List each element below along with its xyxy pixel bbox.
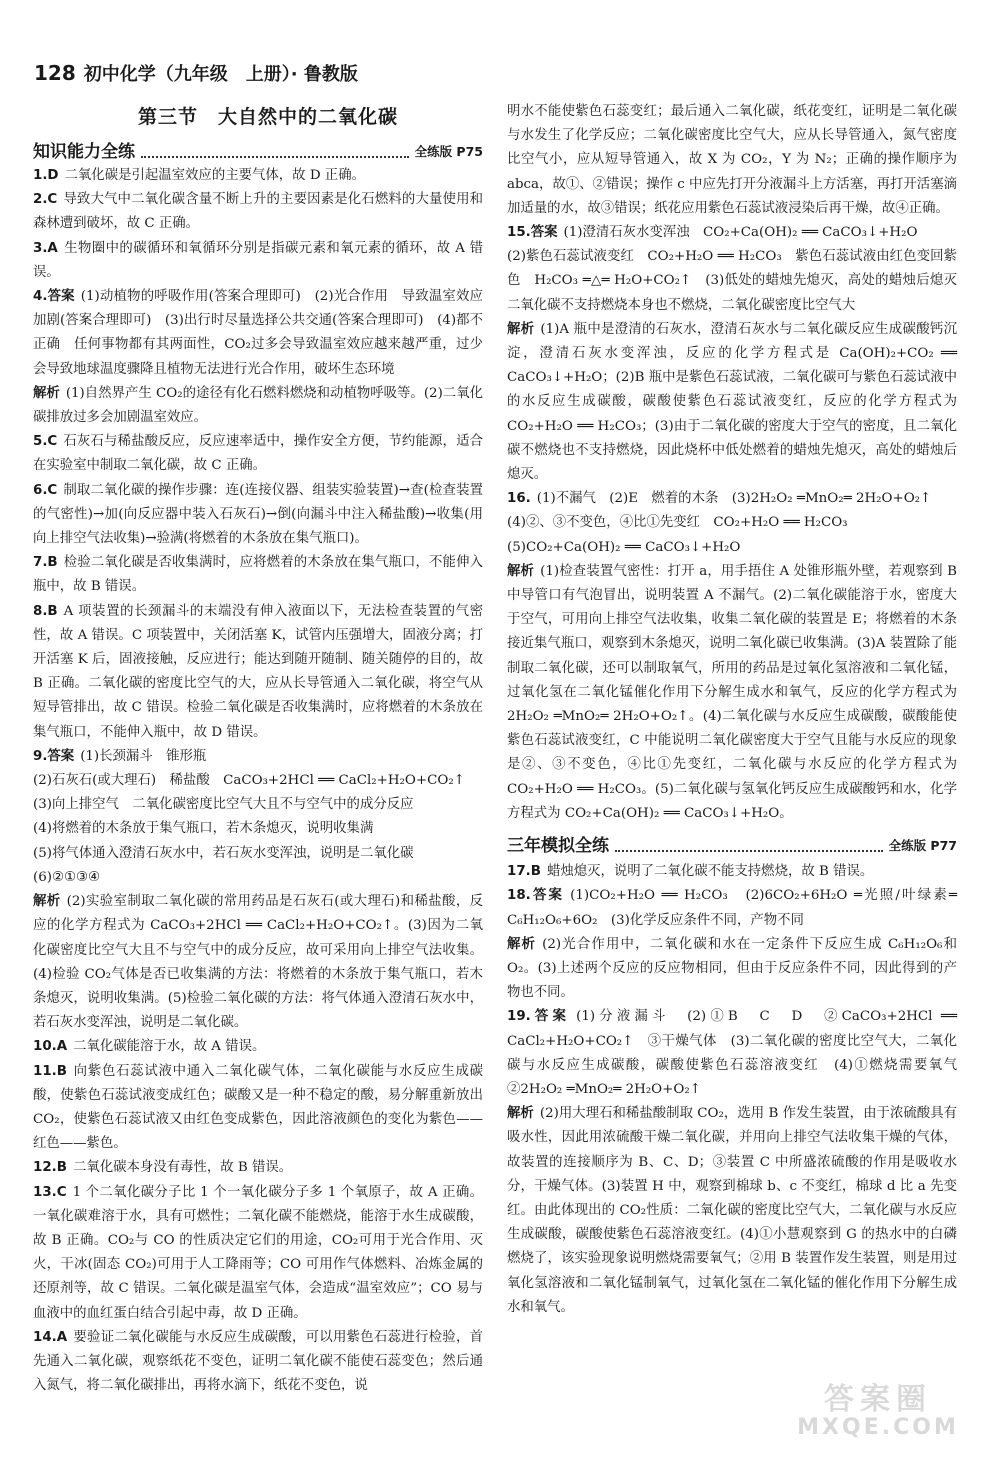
item-text: (5)CO₂+Ca(OH)₂ ══ CaCO₃↓+H₂O — [507, 539, 741, 555]
left-column — [33, 136, 483, 1398]
answer-item — [33, 237, 483, 285]
answer-item — [33, 1181, 483, 1326]
item-text: 二氧化碳本身没有毒性，故 B 错误。 — [72, 1160, 293, 1176]
band-dots — [141, 156, 409, 158]
answer-item — [507, 487, 957, 511]
item-number: 4.答案 — [33, 289, 75, 305]
band-ref: 全练版 P75 — [414, 143, 483, 159]
item-text: (1)自然界产生 CO₂的途径有化石燃料燃烧和动植物呼吸等。(2)二氧化碳排放过多会加剧温室效应。 — [33, 385, 483, 426]
item-number: 15.答案 — [507, 225, 558, 241]
item-text: (1)不漏气 (2)E 燃着的木条 (3)2H₂O₂ ═MnO₂═ 2H₂O+O₂↑ — [536, 491, 932, 507]
item-text: (1)澄清石灰水变浑浊 CO₂+Ca(OH)₂ ══ CaCO₃↓+H₂O — [563, 225, 918, 241]
answer-item — [507, 860, 957, 884]
item-number: 14.A — [33, 1329, 68, 1345]
answer-item — [33, 1035, 483, 1059]
item-text: 二氧化碳是引起温室效应的主要气体，故 D 正确。 — [64, 168, 365, 183]
item-text: (2)实验室制取二氧化碳的常用药品是石灰石(或大理石)和稀盐酸，反应的化学方程式为 CaCO₃+2HCl ══ CaCl₂+H₂O+CO₂↑。(3)因为二氧化碳密度比空气大且不与空气中的成分反应，故可采用向上排空气法收集。(4)检验 CO₂气体是否已收集满的方法：将燃着的木条放于集气瓶口，若木条熄灭，说明收集满。(5)检验二氧化碳的方法：将气体通入澄清石灰水中，若石灰水变浑浊，说明是二氧化碳。 — [33, 894, 484, 1031]
item-number: 8.B — [33, 603, 58, 619]
answer-item — [33, 745, 483, 769]
analysis-label: 解析 — [33, 894, 61, 910]
item-text: (2)光合作用中，二氧化碳和水在一定条件下反应生成 C₆H₁₂O₆和 O₂。(3)上述两个反应的反应物相同，但由于反应条件不同，因此得到的产物也不同。 — [507, 936, 957, 1001]
answer-item — [33, 1060, 483, 1157]
analysis-label: 解析 — [33, 385, 60, 401]
item-number: 11.B — [33, 1063, 67, 1079]
item-text: (2)紫色石蕊试液变红 CO₂+H₂O ══ H₂CO₃ 紫色石蕊试液由红色变回紫色 H₂CO₃ ═△═ H₂O+CO₂↑ (3)低处的蜡烛先熄灭，高处的蜡烛后熄灭 二氧化碳不支持燃烧本身也不燃烧，二氧化碳密度比空气大 — [507, 249, 971, 313]
answer-item — [507, 884, 957, 932]
item-text: (2)石灰石(或大理石) 稀盐酸 CaCO₃+2HCl ══ CaCl₂+H₂O+CO₂↑ — [33, 773, 465, 789]
answer-item — [33, 188, 483, 236]
item-text: 检验二氧化碳是否收集满时，应将燃着的木条放在集气瓶口，不能伸入瓶中，故 B 错误。 — [33, 555, 483, 595]
band-title: 知识能力全练 — [33, 141, 135, 162]
answer-item — [33, 890, 483, 1035]
answer-item — [507, 933, 957, 1006]
item-number: 16. — [507, 491, 531, 507]
right-column — [507, 100, 971, 1320]
answer-line — [33, 842, 483, 866]
watermark-logo — [778, 1384, 978, 1442]
item-number: 3.A — [33, 240, 58, 256]
answer-item — [33, 430, 483, 478]
answer-item — [33, 479, 483, 552]
item-number: 12.B — [33, 1160, 67, 1176]
answer-item — [33, 285, 483, 382]
answer-item — [33, 600, 483, 745]
item-number: 17.B — [507, 864, 541, 880]
book-title: 初中化学（九年级 上册）· 鲁教版 — [83, 64, 358, 85]
watermark-text: 答案圈 — [824, 1382, 932, 1417]
band-title: 三年模拟全练 — [507, 835, 609, 856]
page-number: 128 — [34, 61, 76, 85]
item-text: (4)将燃着的木条放于集气瓶口，若木条熄灭，说明收集满 — [33, 821, 374, 837]
item-number: 9.答案 — [33, 748, 75, 764]
item-text: (3)向上排空气 二氧化碳密度比空气大且不与空气中的成分反应 — [33, 797, 414, 813]
answer-line — [507, 245, 971, 318]
answer-line — [33, 817, 483, 841]
answer-item — [33, 551, 483, 599]
answer-item — [507, 560, 957, 826]
item-text: 要验证二氧化碳能与水反应生成碳酸，可以用紫色石蕊进行检验，首先通入二氧化碳，观察纸花不变色，证明二氧化碳不能使石蕊变色；然后通入氮气，将二氧化碳排出，再将水滴下，纸花不变色，说 — [33, 1329, 483, 1394]
answer-item — [33, 382, 483, 430]
item-text: 1 个二氧化碳分子比 1 个一氧化碳分子多 1 个氧原子，故 A 正确。一氧化碳难溶于水，具有可燃性；二氧化碳不能燃烧，能溶于水生成碳酸，故 B 正确。CO₂与 CO 的性质决定它们的用途，CO₂可用于光合作用、灭火，干冰(固态 CO₂)可用于人工降雨等；CO 可用作气体燃料、冶炼金属的还原剂等，故 C 错误。二氧化碳是温室气体，会造成“温室效应”；CO 易与血液中的血红蛋白结合引起中毒，故 D 正确。 — [33, 1184, 483, 1321]
band-simulation — [507, 830, 957, 858]
item-text: 向紫色石蕊试液中通入二氧化碳气体，二氧化碳能与水反应生成碳酸，使紫色石蕊试液变成红色；碳酸又是一种不稳定的酸，易分解重新放出 CO₂，使紫色石蕊试液又由红色变成紫色，因此溶液颜色的变化为紫色——红色——紫色。 — [33, 1063, 483, 1152]
item-text: 制取二氧化碳的操作步骤：连(连接仪器、组装实验装置)→查(检查装置的气密性)→加(向反应器中装入石灰石)→倒(向漏斗中注入稀盐酸)→收集(用向上排空气法收集)→验满(将燃着的木条放在集气瓶口)。 — [33, 482, 483, 547]
item-text: 导致大气中二氧化碳含量不断上升的主要因素是化石燃料的大量使用和森林遭到破坏，故 C 正确。 — [33, 192, 483, 232]
answer-item — [507, 318, 957, 487]
item-number: 19.答案 — [507, 1009, 571, 1025]
item-text: (5)将气体通入澄清石灰水中，若石灰水变浑浊，说明是二氧化碳 — [33, 845, 414, 861]
answer-line — [507, 511, 957, 535]
item-text: (2)用大理石和稀盐酸制取 CO₂，选用 B 作发生装置，由于浓硫酸具有吸水性，因此用浓硫酸干燥二氧化碳，并用向上排空气法收集干燥的气体，故装置的连接顺序为 B、C、D；③装置 C 中所盛浓硫酸的作用是吸收水分，干燥气体。(3)装置 H 中，观察到棉球 b、c 不变红，棉球 d 比 a 先变红。由此体现出的 CO₂性质：二氧化碳的密度比空气大，二氧化碳与水反应生成碳酸，碳酸使紫色石蕊溶液变红。(4)①小慧观察到 G 的热水中的白磷燃烧了，该实验现象说明燃烧需要氧气；②用 B 装置作发生装置，则是用过氧化氢溶液和二氧化锰制氧气，过氧化氢在二氧化锰的催化作用下分解生成水和氧气。 — [507, 1106, 958, 1315]
answer-line — [507, 536, 957, 560]
item-text: 生物圈中的碳循环和氧循环分别是指碳元素和氧元素的循环，故 A 错误。 — [33, 240, 483, 280]
answer-item — [33, 1156, 483, 1180]
analysis-label: 解析 — [507, 936, 537, 952]
item-text: (1)检查装置气密性：打开 a，用手捂住 A 处锥形瓶外壁，若观察到 B 中导管口有气泡冒出，说明装置 A 不漏气。(2)二氧化碳能溶于水，密度大于空气，可用向上排空气法收集，收集二氧化碳的装置是 E；将燃着的木条接近集气瓶口，观察到木条熄灭，说明二氧化碳已收集满。(3)A 装置除了能制取二氧化碳，还可以制取氧气，所用的药品是过氧化氢溶液和二氧化锰，过氧化氢在二氧化锰催化作用下分解生成水和氧气，反应的化学方程式为 2H₂O₂ ═MnO₂═ 2H₂O+O₂↑。(4)二氧化碳与水反应生成碳酸，碳酸能使紫色石蕊试液变红，C 中能说明二氧化碳密度大于空气且能与水反应的现象是②、③不变色，④比①先变红，二氧化碳与水反应的化学方程式为 CO₂+H₂O ══ H₂CO₃。(5)二氧化碳与氢氧化钙反应生成碳酸钙和水，化学方程式为 CO₂+Ca(OH)₂ ══ CaCO₃↓+H₂O。 — [507, 563, 957, 821]
page-header — [34, 58, 358, 88]
item-text: 二氧化碳能溶于水，故 A 错误。 — [73, 1039, 266, 1055]
item-number: 13.C — [33, 1184, 67, 1200]
answer-item — [507, 1005, 971, 1102]
item-number: 6.C — [33, 482, 58, 498]
watermark-url: MXQE.COM — [797, 1415, 959, 1440]
answer-item — [507, 1102, 957, 1320]
item-text: (1)动植物的呼吸作用(答案合理即可) (2)光合作用 导致温室效应加剧(答案合理即可) (3)出行时尽量选择公共交通(答案合理即可) (4)都不正确 任何事物都有其两面性，CO₂过多会导致温室效应越来越严重，过少会导致地球温度骤降且植物无法进行光合作用，破坏生态环境 — [33, 289, 483, 377]
item-text: 石灰石与稀盐酸反应，反应速率适中，操作安全方便，节约能源，适合在实验室中制取二氧化碳，故 C 正确。 — [33, 434, 483, 474]
item-number: 1.D — [33, 168, 59, 183]
item-text: (1)CO₂+H₂O ══ H₂CO₃ (2)6CO₂+6H₂O ═光照/叶绿素═ C₆H₁₂O₆+6O₂ (3)化学反应条件不同，产物不同 — [507, 888, 957, 928]
answer-item — [33, 1326, 483, 1399]
item-number: 2.C — [33, 192, 58, 208]
analysis-label: 解析 — [507, 563, 535, 579]
item-text: (1)分液漏斗 (2)①B C D ②CaCO₃+2HCl ══ CaCl₂+H₂O+CO₂↑ ③干燥气体 (3)二氧化碳的密度比空气大，二氧化碳与水反应生成碳酸，碳酸使紫色石蕊溶液变红 (4)①燃烧需要氧气 ②2H₂O₂ ═MnO₂═ 2H₂O+O₂↑ — [507, 1009, 971, 1097]
answer-line — [33, 793, 483, 817]
item-number: 5.C — [33, 434, 58, 450]
band-dots — [615, 850, 883, 852]
analysis-label: 解析 — [507, 321, 535, 337]
item-text: 明水不能使紫色石蕊变红；最后通入二氧化碳，纸花变红，证明是二氧化碳与水发生了化学反应；二氧化碳密度比空气大，应从长导管通入，氮气密度比空气小，应从短导管通入，故 X 为 CO₂，Y 为 N₂；正确的操作顺序为 abca，故①、②错误；操作 c 中应先打开分液漏斗上方活塞，再打开活塞滴加适量的水，故③错误；纸花应用紫色石蕊试液浸染后再干燥，故④正确。 — [507, 104, 957, 216]
item-text: (4)②、③不变色，④比①先变红 CO₂+H₂O ══ H₂CO₃ — [507, 515, 848, 531]
item-number: 7.B — [33, 555, 58, 571]
answer-item — [507, 221, 957, 245]
answer-line — [507, 100, 957, 221]
item-text: A 项装置的长颈漏斗的末端没有伸入液面以下，无法检查装置的气密性，故 A 错误。C 项装置中，关闭活塞 K，试管内压强增大，固液分离；打开活塞 K 后，固液接触，反应进行；能达到随开随制、随关随停的目的，故 B 正确。二氧化碳的密度比空气的大，应从长导管通入二氧化碳，将空气从短导管排出，故 C 错误。检验二氧化碳是否收集满时，应将燃着的木条放在集气瓶口，不能伸入瓶中，故 D 错误。 — [33, 603, 483, 740]
answer-line — [33, 866, 483, 890]
item-text: 蜡烛熄灭，说明了二氧化碳不能支持燃烧，故 B 错误。 — [546, 864, 874, 880]
item-number: 10.A — [33, 1039, 68, 1055]
item-number: 18.答案 — [507, 888, 565, 904]
answer-line — [33, 769, 483, 793]
section-title: 第三节 大自然中的二氧化碳 — [137, 106, 398, 128]
analysis-label: 解析 — [507, 1106, 534, 1122]
item-text: (1)A 瓶中是澄清的石灰水，澄清石灰水与二氧化碳反应生成碳酸钙沉淀，澄清石灰水变浑浊，反应的化学方程式是 Ca(OH)₂+CO₂ ══ CaCO₃↓+H₂O；(2)B 瓶中是紫色石蕊试液，二氧化碳可与紫色石蕊试液中的水反应生成碳酸，碳酸使紫色石蕊试液变红，反应的化学方程式为 CO₂+H₂O ══ H₂CO₃；(3)由于二氧化碳的密度大于空气的密度，且二氧化碳不燃烧也不支持燃烧，因此烧杯中低处燃着的蜡烛先熄灭，高处的蜡烛后熄灭。 — [507, 321, 957, 483]
answer-item — [33, 164, 483, 188]
band-knowledge — [33, 136, 483, 164]
item-text: (6)②①③④ — [33, 869, 100, 885]
item-text: (1)长颈漏斗 锥形瓶 — [80, 748, 207, 764]
band-ref: 全练版 P77 — [888, 837, 957, 853]
